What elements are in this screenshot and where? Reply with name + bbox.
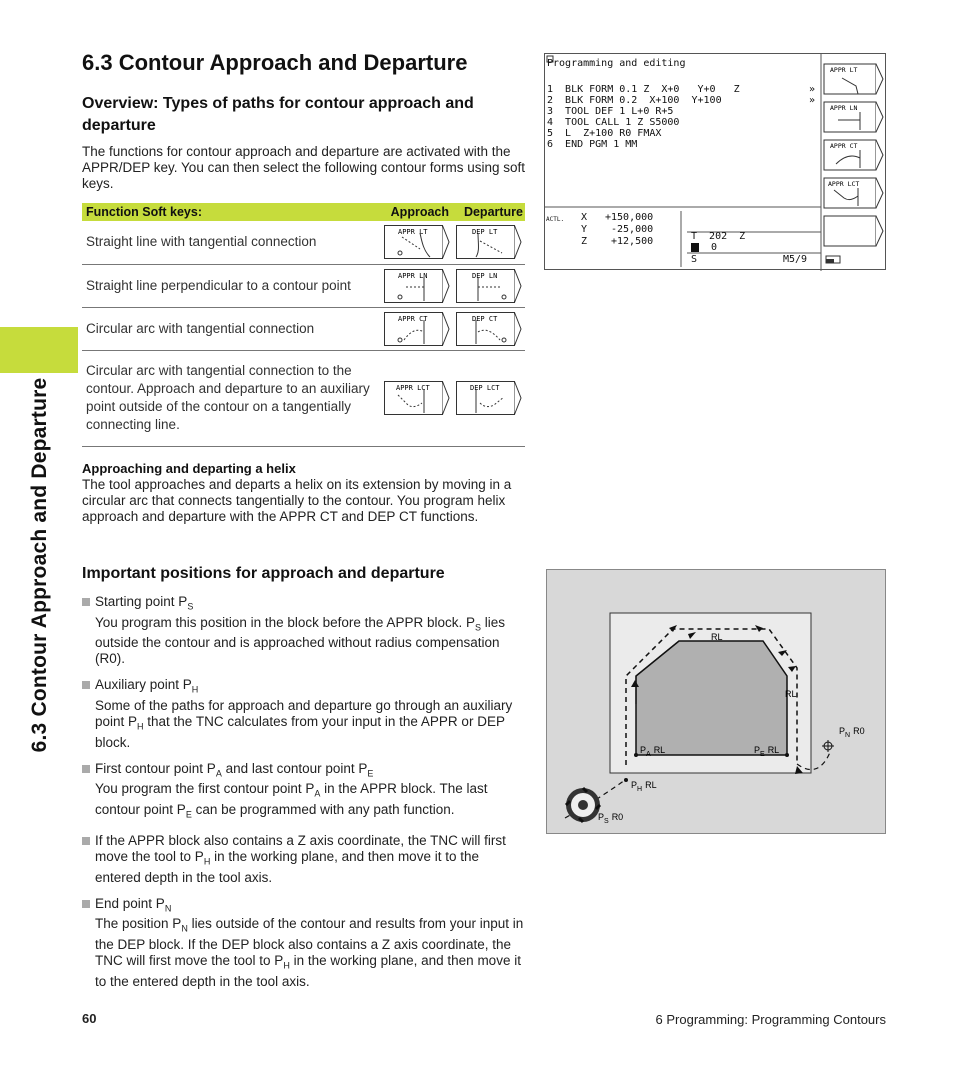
svg-text:DEP LN: DEP LN — [472, 271, 498, 280]
status-label: ACTL. — [546, 216, 565, 223]
feed-value: 0 — [711, 242, 718, 253]
svg-text:PERL: $P_E$ RL — [754, 745, 780, 758]
svg-text:PSR0: $P_S$ R0 — [598, 812, 624, 825]
svg-text:DEP LT: DEP LT — [472, 228, 498, 237]
softkey-appr-ln[interactable] — [824, 102, 883, 132]
program-line[interactable]: 4 TOOL CALL 1 Z S5000 — [547, 117, 680, 128]
approach-diagram-svg — [547, 570, 887, 835]
table-header-approach: Approach — [381, 203, 453, 221]
section-heading: 6.3 Contour Approach and Departure — [82, 50, 468, 75]
table-row — [82, 307, 525, 350]
dep-lt-softkey[interactable] — [456, 225, 522, 259]
svg-text:APPR LN: APPR LN — [398, 271, 428, 280]
softkey-appr-lct[interactable] — [824, 178, 883, 208]
line-continue-icon: » — [809, 95, 816, 106]
axis-y-value: -25,000 — [611, 224, 654, 235]
dep-ln-softkey[interactable] — [456, 269, 522, 303]
appr-lct-softkey[interactable] — [384, 381, 450, 415]
helix-title: Approaching and departing a helix — [82, 461, 296, 476]
list-item: Auxiliary point $P_H$ Some of the paths for approach and departure go through an auxiliary point $P_H$ that the TNC calculates from your input in the APPR or DEP block. — [82, 677, 527, 750]
svg-text:APPR LCT: APPR LCT — [396, 384, 430, 392]
axis-z-label: Z — [581, 236, 588, 247]
line-continue-icon: » — [809, 84, 816, 95]
axis-x-value: +150,000 — [605, 212, 654, 223]
program-line[interactable]: 5 L Z+100 R0 FMAX — [547, 128, 662, 139]
intro-text: The functions for contour approach and departure are activated with the APPR/DEP key. You can then select the following contour forms using soft keys. — [82, 144, 525, 191]
program-line[interactable]: 1 BLK FORM 0.1 Z X+0 Y+0 Z — [547, 84, 740, 95]
svg-text:RL: RL — [711, 632, 723, 642]
dep-lct-softkey[interactable] — [456, 381, 522, 415]
axis-x-label: X — [581, 212, 588, 223]
program-line[interactable]: 3 TOOL DEF 1 L+0 R+5 — [547, 106, 674, 117]
svg-text:DEP LCT: DEP LCT — [470, 384, 500, 392]
tnc-screen — [544, 53, 886, 270]
overview-heading: Overview: Types of paths for contour approach and departure — [82, 95, 474, 134]
tool-line: T 202 Z — [691, 231, 746, 242]
list-item: First contour point $P_A$ and last contour point $P_E$ You program the first contour point $P_A$ in the APPR block. The last contour point $P_E$ can be programmed with any path function. — [82, 761, 527, 823]
side-tab — [0, 45, 78, 995]
list-item: Starting point $P_S$ You program this position in the block before the APPR block. $P_S$ lies outside the contour and is approached without radius compensation (R0). — [82, 594, 527, 667]
screen-title: Programming and editing — [547, 58, 686, 69]
table-header-function: Function Soft keys: — [82, 203, 381, 221]
table-row — [82, 221, 525, 264]
softkey-appr-lt[interactable] — [824, 64, 883, 94]
svg-text:APPR LN: APPR LN — [830, 104, 858, 112]
svg-text:DEP CT: DEP CT — [472, 314, 498, 323]
positions-list — [82, 594, 527, 1000]
helix-text: The tool approaches and departs a helix on its extension by moving in a circular arc that connects tangentially to the contour. You program helix approach and departure with the APPR CT and DEP CT functions. — [82, 477, 512, 524]
end-point-crosshair-icon — [822, 740, 834, 752]
dep-ct-softkey[interactable] — [456, 312, 522, 346]
milling-cutter-icon — [566, 788, 600, 822]
side-tab-label: 6.3 Contour Approach and Departure — [28, 377, 51, 753]
svg-text:APPR LT: APPR LT — [830, 66, 858, 74]
svg-text:PHRL: $P_H$ RL — [631, 780, 657, 793]
svg-text:PARL: $P_A$ RL — [640, 745, 666, 758]
axis-z-value: +12,500 — [611, 236, 654, 247]
program-line[interactable]: 6 END PGM 1 MM — [547, 139, 638, 150]
function-softkey-table — [82, 203, 525, 447]
appr-ln-softkey[interactable] — [384, 269, 450, 303]
positions-heading: Important positions for approach and departure — [82, 565, 445, 582]
feed-icon — [691, 243, 699, 252]
approach-diagram — [546, 569, 886, 834]
svg-text:APPR CT: APPR CT — [830, 142, 858, 150]
list-item: End point $P_N$ The position $P_N$ lies outside of the contour and results from your input in the DEP block. If the DEP block also contains a Z axis coordinate, the TNC will first move the tool to $P_H$ in the working plane, and then move it to the entered depth in the tool axis. — [82, 896, 527, 990]
svg-text:PNR0: $P_N$ R0 — [839, 726, 865, 739]
chapter-footer: 6 Programming: Programming Contours — [655, 1012, 886, 1027]
row-label: Circular arc with tangential connection to the contour. Approach and departure to an auxiliary point outside of the contour on a tangentially connecting line. — [82, 350, 381, 446]
table-header-departure: Departure — [453, 203, 525, 221]
misc-function: M5/9 — [783, 254, 808, 265]
softkey-appr-ct[interactable] — [824, 140, 883, 170]
list-item: If the APPR block also contains a Z axis coordinate, the TNC will first move the tool to $P_H$ in the working plane, and then move it to the entered depth in the tool axis. — [82, 833, 527, 886]
row-label: Straight line with tangential connection — [82, 221, 381, 264]
side-tab-highlight — [0, 327, 78, 373]
row-label: Straight line perpendicular to a contour point — [82, 264, 381, 307]
axis-y-label: Y — [581, 224, 588, 235]
table-row — [82, 350, 525, 446]
softkey-column — [822, 56, 886, 268]
softkey-empty[interactable] — [824, 216, 883, 246]
table-row — [82, 264, 525, 307]
svg-text:APPR CT: APPR CT — [398, 314, 428, 323]
spindle-label: S — [691, 254, 698, 265]
page-number: 60 — [82, 1011, 97, 1026]
row-label: Circular arc with tangential connection — [82, 307, 381, 350]
svg-text:APPR LT: APPR LT — [398, 228, 428, 237]
program-line[interactable]: 2 BLK FORM 0.2 X+100 Y+100 — [547, 95, 722, 106]
svg-text:RL: RL — [785, 689, 797, 699]
svg-text:APPR LCT: APPR LCT — [828, 180, 860, 188]
appr-ct-softkey[interactable] — [384, 312, 450, 346]
appr-lt-softkey[interactable] — [384, 225, 450, 259]
